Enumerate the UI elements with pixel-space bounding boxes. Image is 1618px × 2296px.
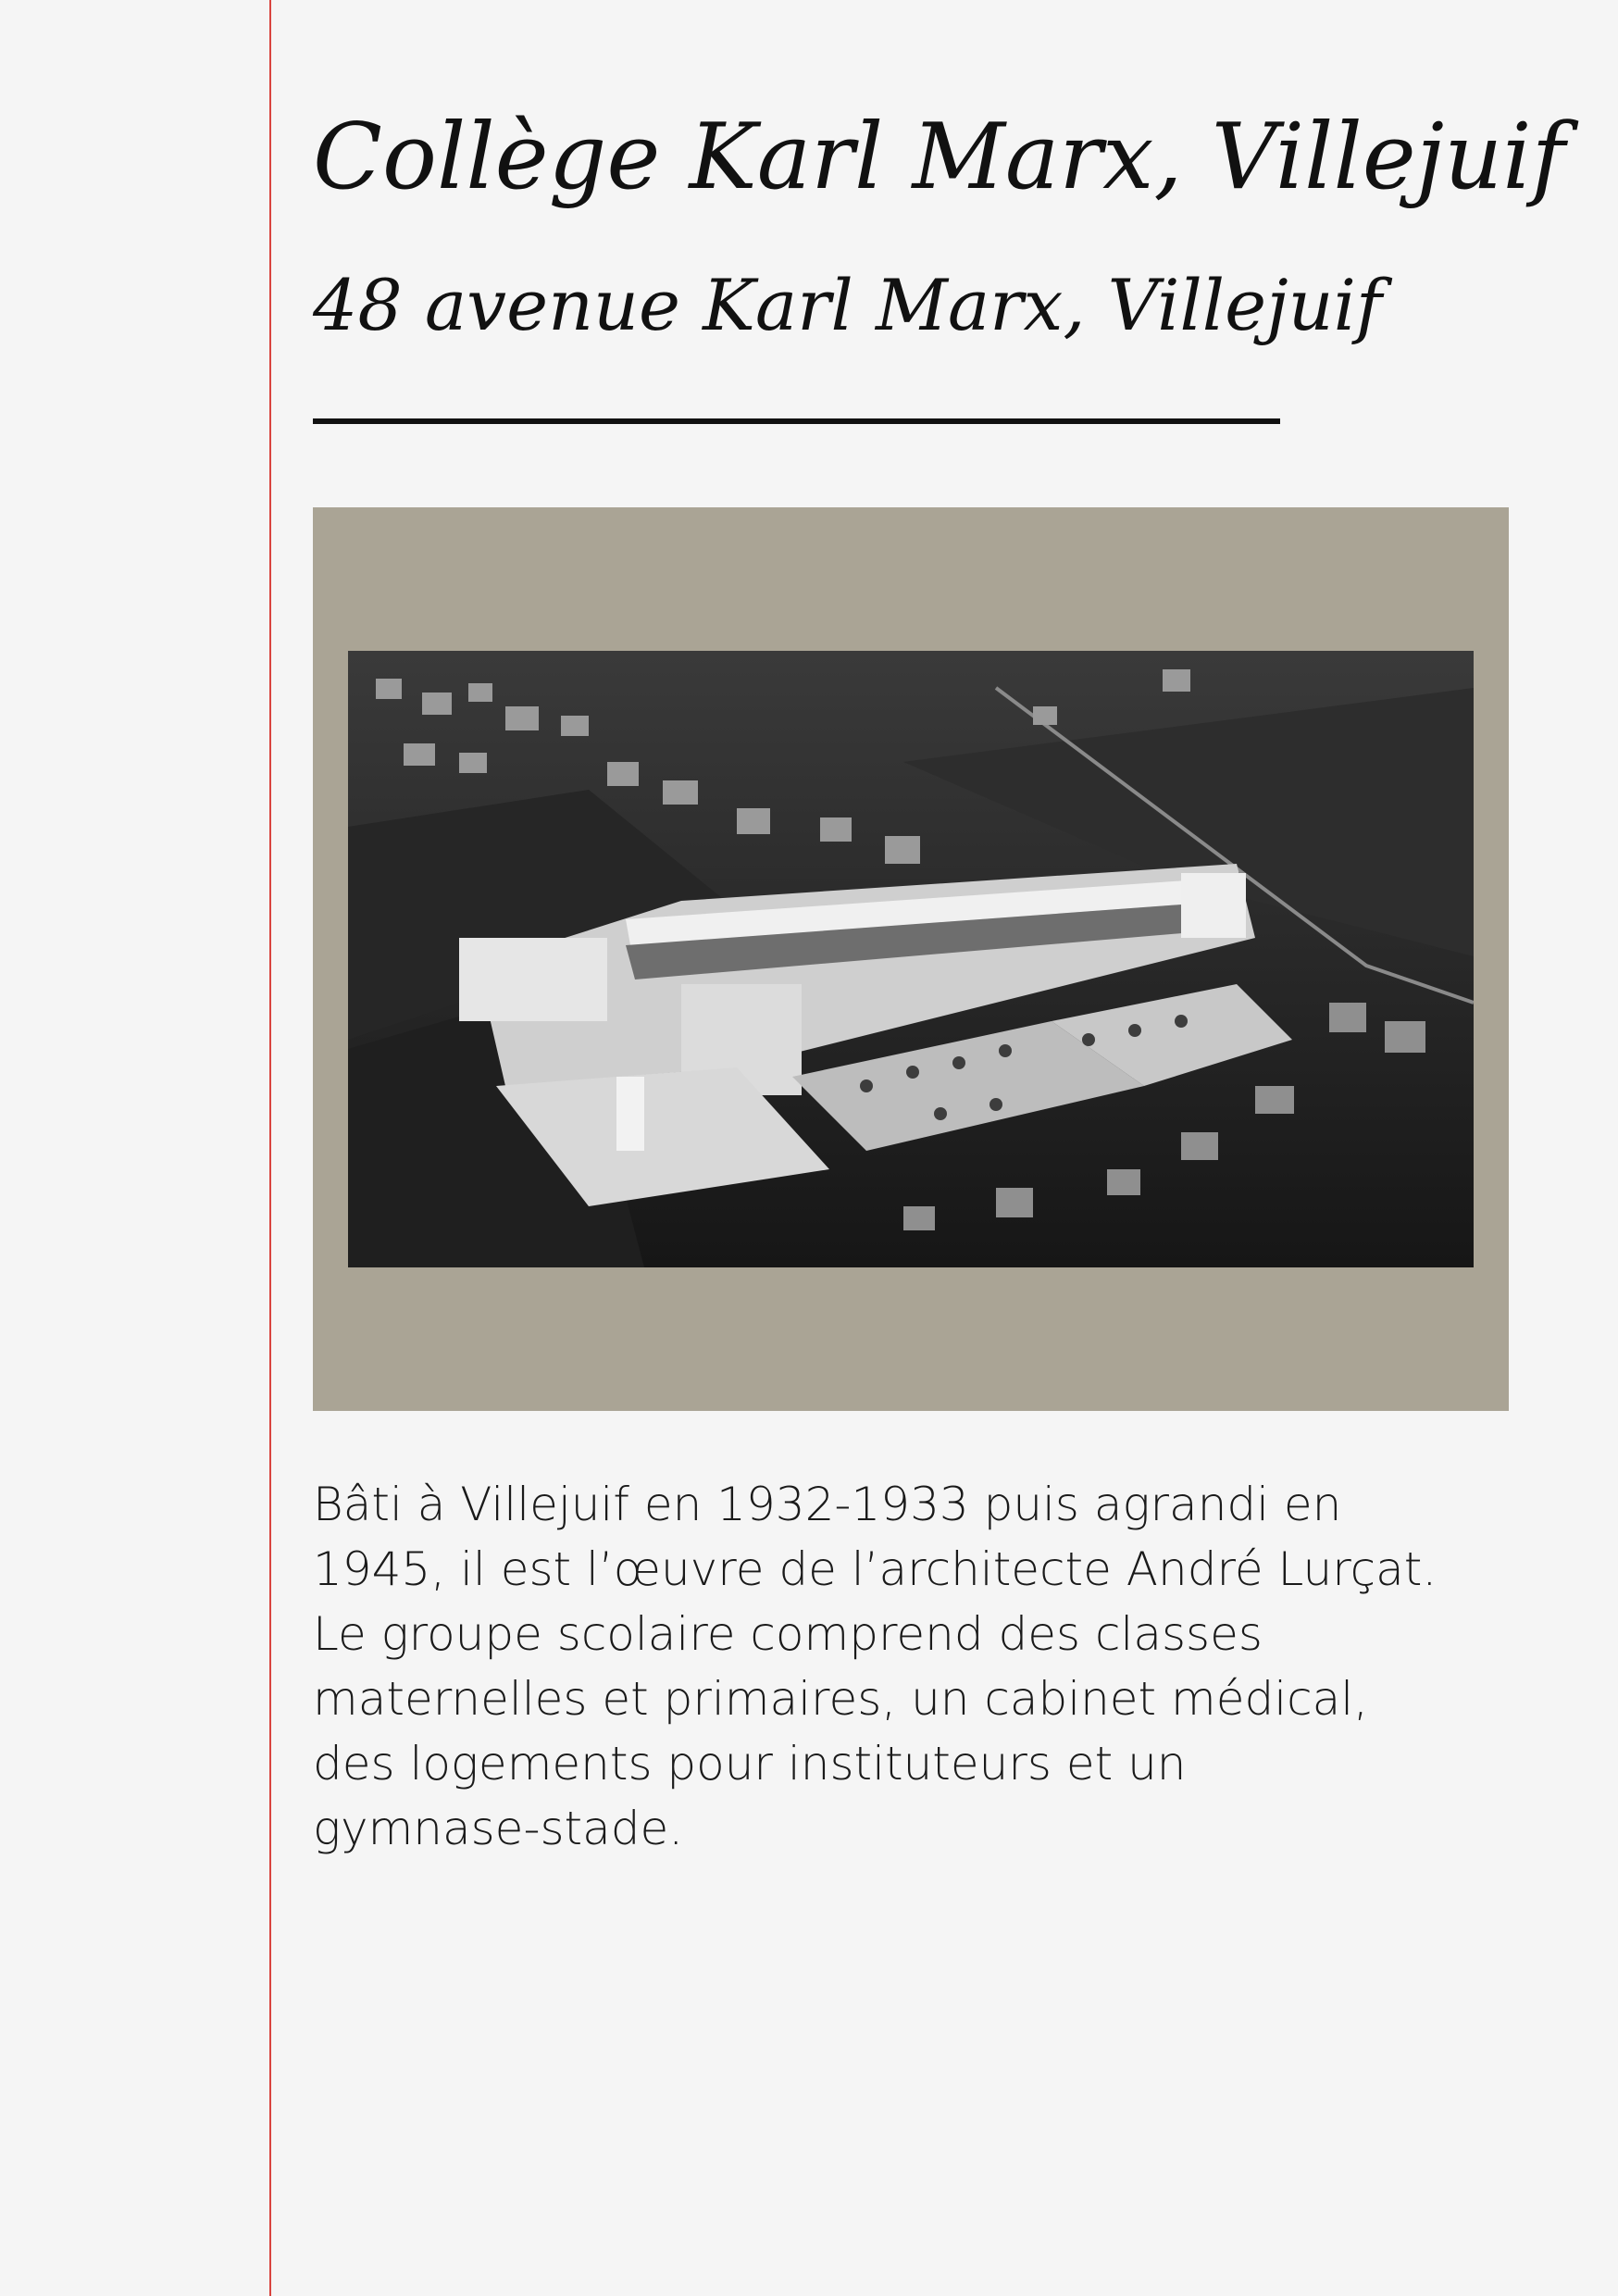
description-line: 1945, il est l’œuvre de l’architecte André Lurçat. bbox=[313, 1542, 1438, 1596]
ruled-margin-lines bbox=[0, 0, 270, 2296]
ruled-margin-bottom-blank bbox=[0, 2076, 270, 2296]
address-subtitle: 48 avenue Karl Marx, Villejuif bbox=[313, 264, 1383, 346]
description-text bbox=[313, 1472, 1516, 1861]
aerial-photo-illustration bbox=[348, 651, 1474, 1267]
aerial-photograph bbox=[348, 651, 1474, 1267]
photo-mat bbox=[313, 507, 1509, 1411]
page-title: Collège Karl Marx, Villejuif bbox=[313, 105, 1565, 210]
title-divider bbox=[313, 418, 1280, 424]
description-line: Bâti à Villejuif en 1932-1933 puis agrandi en bbox=[313, 1478, 1342, 1531]
description-line: Le groupe scolaire comprend des classes bbox=[313, 1607, 1263, 1661]
description-line: gymnase-stade. bbox=[313, 1802, 684, 1855]
description-line: maternelles et primaires, un cabinet médical, bbox=[313, 1672, 1369, 1726]
description-line: des logements pour instituteurs et un bbox=[313, 1737, 1187, 1791]
red-margin-line bbox=[269, 0, 271, 2296]
ruled-margin-top-blank bbox=[0, 0, 270, 181]
